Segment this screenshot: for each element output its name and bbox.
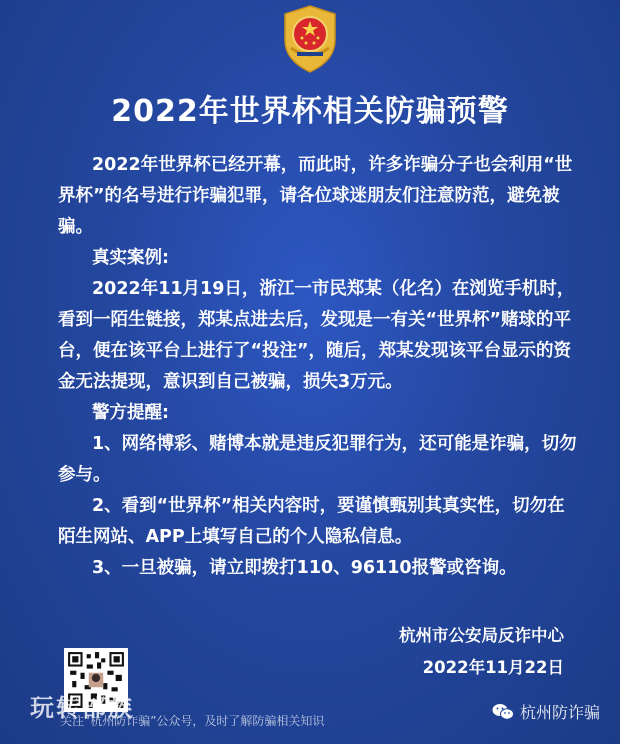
case-heading: 真实案例: <box>92 248 169 268</box>
footer-note: 关注“杭州防诈骗”公众号，及时了解防骗相关知识 <box>60 714 325 728</box>
issue-date: 2022年11月22日 <box>422 658 564 677</box>
page-title: 2022年世界杯相关防骗预警 <box>111 94 509 129</box>
tip-item: 1、网络博彩、赌博本就是违反犯罪行为，还可能是诈骗，切勿参与。 <box>58 434 577 485</box>
tips-heading: 警方提醒: <box>92 403 169 423</box>
watermark-text: 玩转部族 <box>30 694 134 722</box>
organization-name: 杭州市公安局反诈中心 <box>399 626 564 645</box>
wechat-account-name: 杭州防诈骗 <box>519 703 600 722</box>
intro-paragraph: 2022年世界杯已经开幕，而此时，许多诈骗分子也会利用“世界杯”的名号进行诈骗犯罪，请各位球迷朋友们注意防范，避免被骗。 <box>58 155 573 237</box>
tip-item: 3、一旦被骗，请立即拨打110、96110报警或咨询。 <box>92 558 517 578</box>
tip-item: 2、看到“世界杯”相关内容时，要谨慎甄别其真实性，切勿在陌生网站、APP上填写自己的个人隐私信息。 <box>58 496 565 547</box>
police-emblem-icon <box>275 4 345 74</box>
article-body <box>58 150 580 584</box>
signature-block <box>304 620 564 684</box>
wechat-account[interactable] <box>492 700 600 723</box>
case-paragraph: 2022年11月19日，浙江一市民郑某（化名）在浏览手机时，看到一陌生链接，郑某点进去后，发现是一有关“世界杯”赌球的平台，便在该平台上进行了“投注”，随后，郑某发现该平台显示的资金无法提现，意识到自己被骗，损失3万元。 <box>58 279 575 392</box>
wechat-icon <box>492 703 514 721</box>
